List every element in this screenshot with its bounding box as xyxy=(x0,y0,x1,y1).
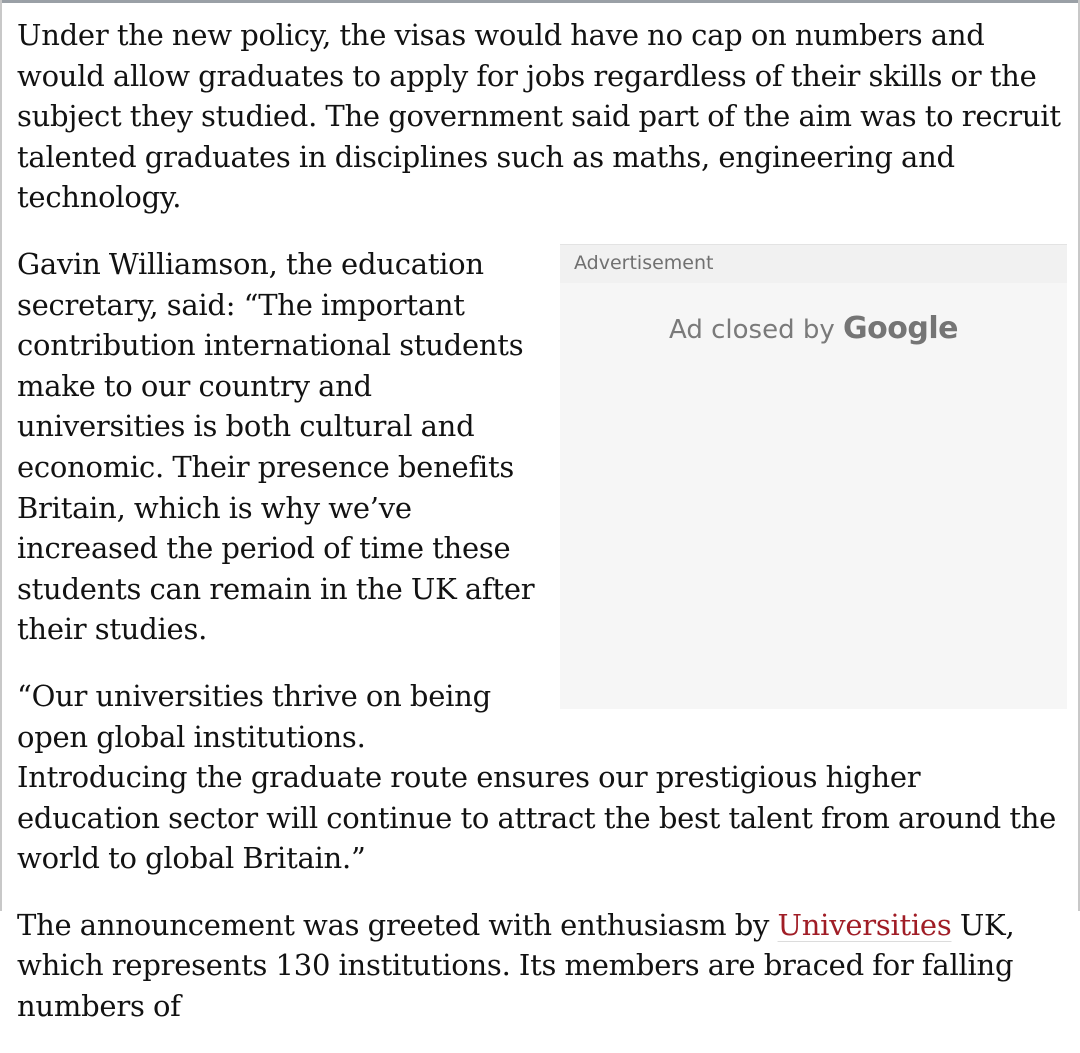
article-body xyxy=(17,15,1067,1053)
universities-link[interactable]: Universities xyxy=(777,907,952,942)
top-border xyxy=(0,0,1080,3)
left-border xyxy=(0,0,2,911)
paragraph-1: Under the new policy, the visas would have no cap on numbers and would allow graduates to apply for jobs regardless of their skills or the subject they studied. The government said part of the aim was to recruit talented graduates in disciplines such as maths, engineering and technology. xyxy=(17,18,1061,215)
paragraph-4 xyxy=(17,905,1067,1027)
advertisement-slot xyxy=(560,244,1067,709)
paragraph-4-text-start: The announcement was greeted with enthusiasm by xyxy=(17,907,778,942)
paragraph-4-text-end: UK, which represents 130 institutions. Its members are braced for falling numbers of xyxy=(17,907,1015,1024)
ad-closed-notice xyxy=(560,309,1067,351)
advertisement-label: Advertisement xyxy=(574,251,714,274)
paragraph-2: Gavin Williamson, the education secretary, said: “The important contribution international students make to our country and universities is both cultural and economic. Their presence benefits Britain, which is why we’ve increased the period of time these students can remain in the UK after their studies. xyxy=(17,246,535,647)
paragraph-3: “Our universities thrive on being open global institutions. Introducing the graduate route ensures our prestigious higher education sector will continue to attract the best talent from around the world to global Britain.” xyxy=(17,678,1057,876)
ad-closed-text: Ad closed by xyxy=(669,314,844,345)
google-logo: Google xyxy=(843,310,958,346)
